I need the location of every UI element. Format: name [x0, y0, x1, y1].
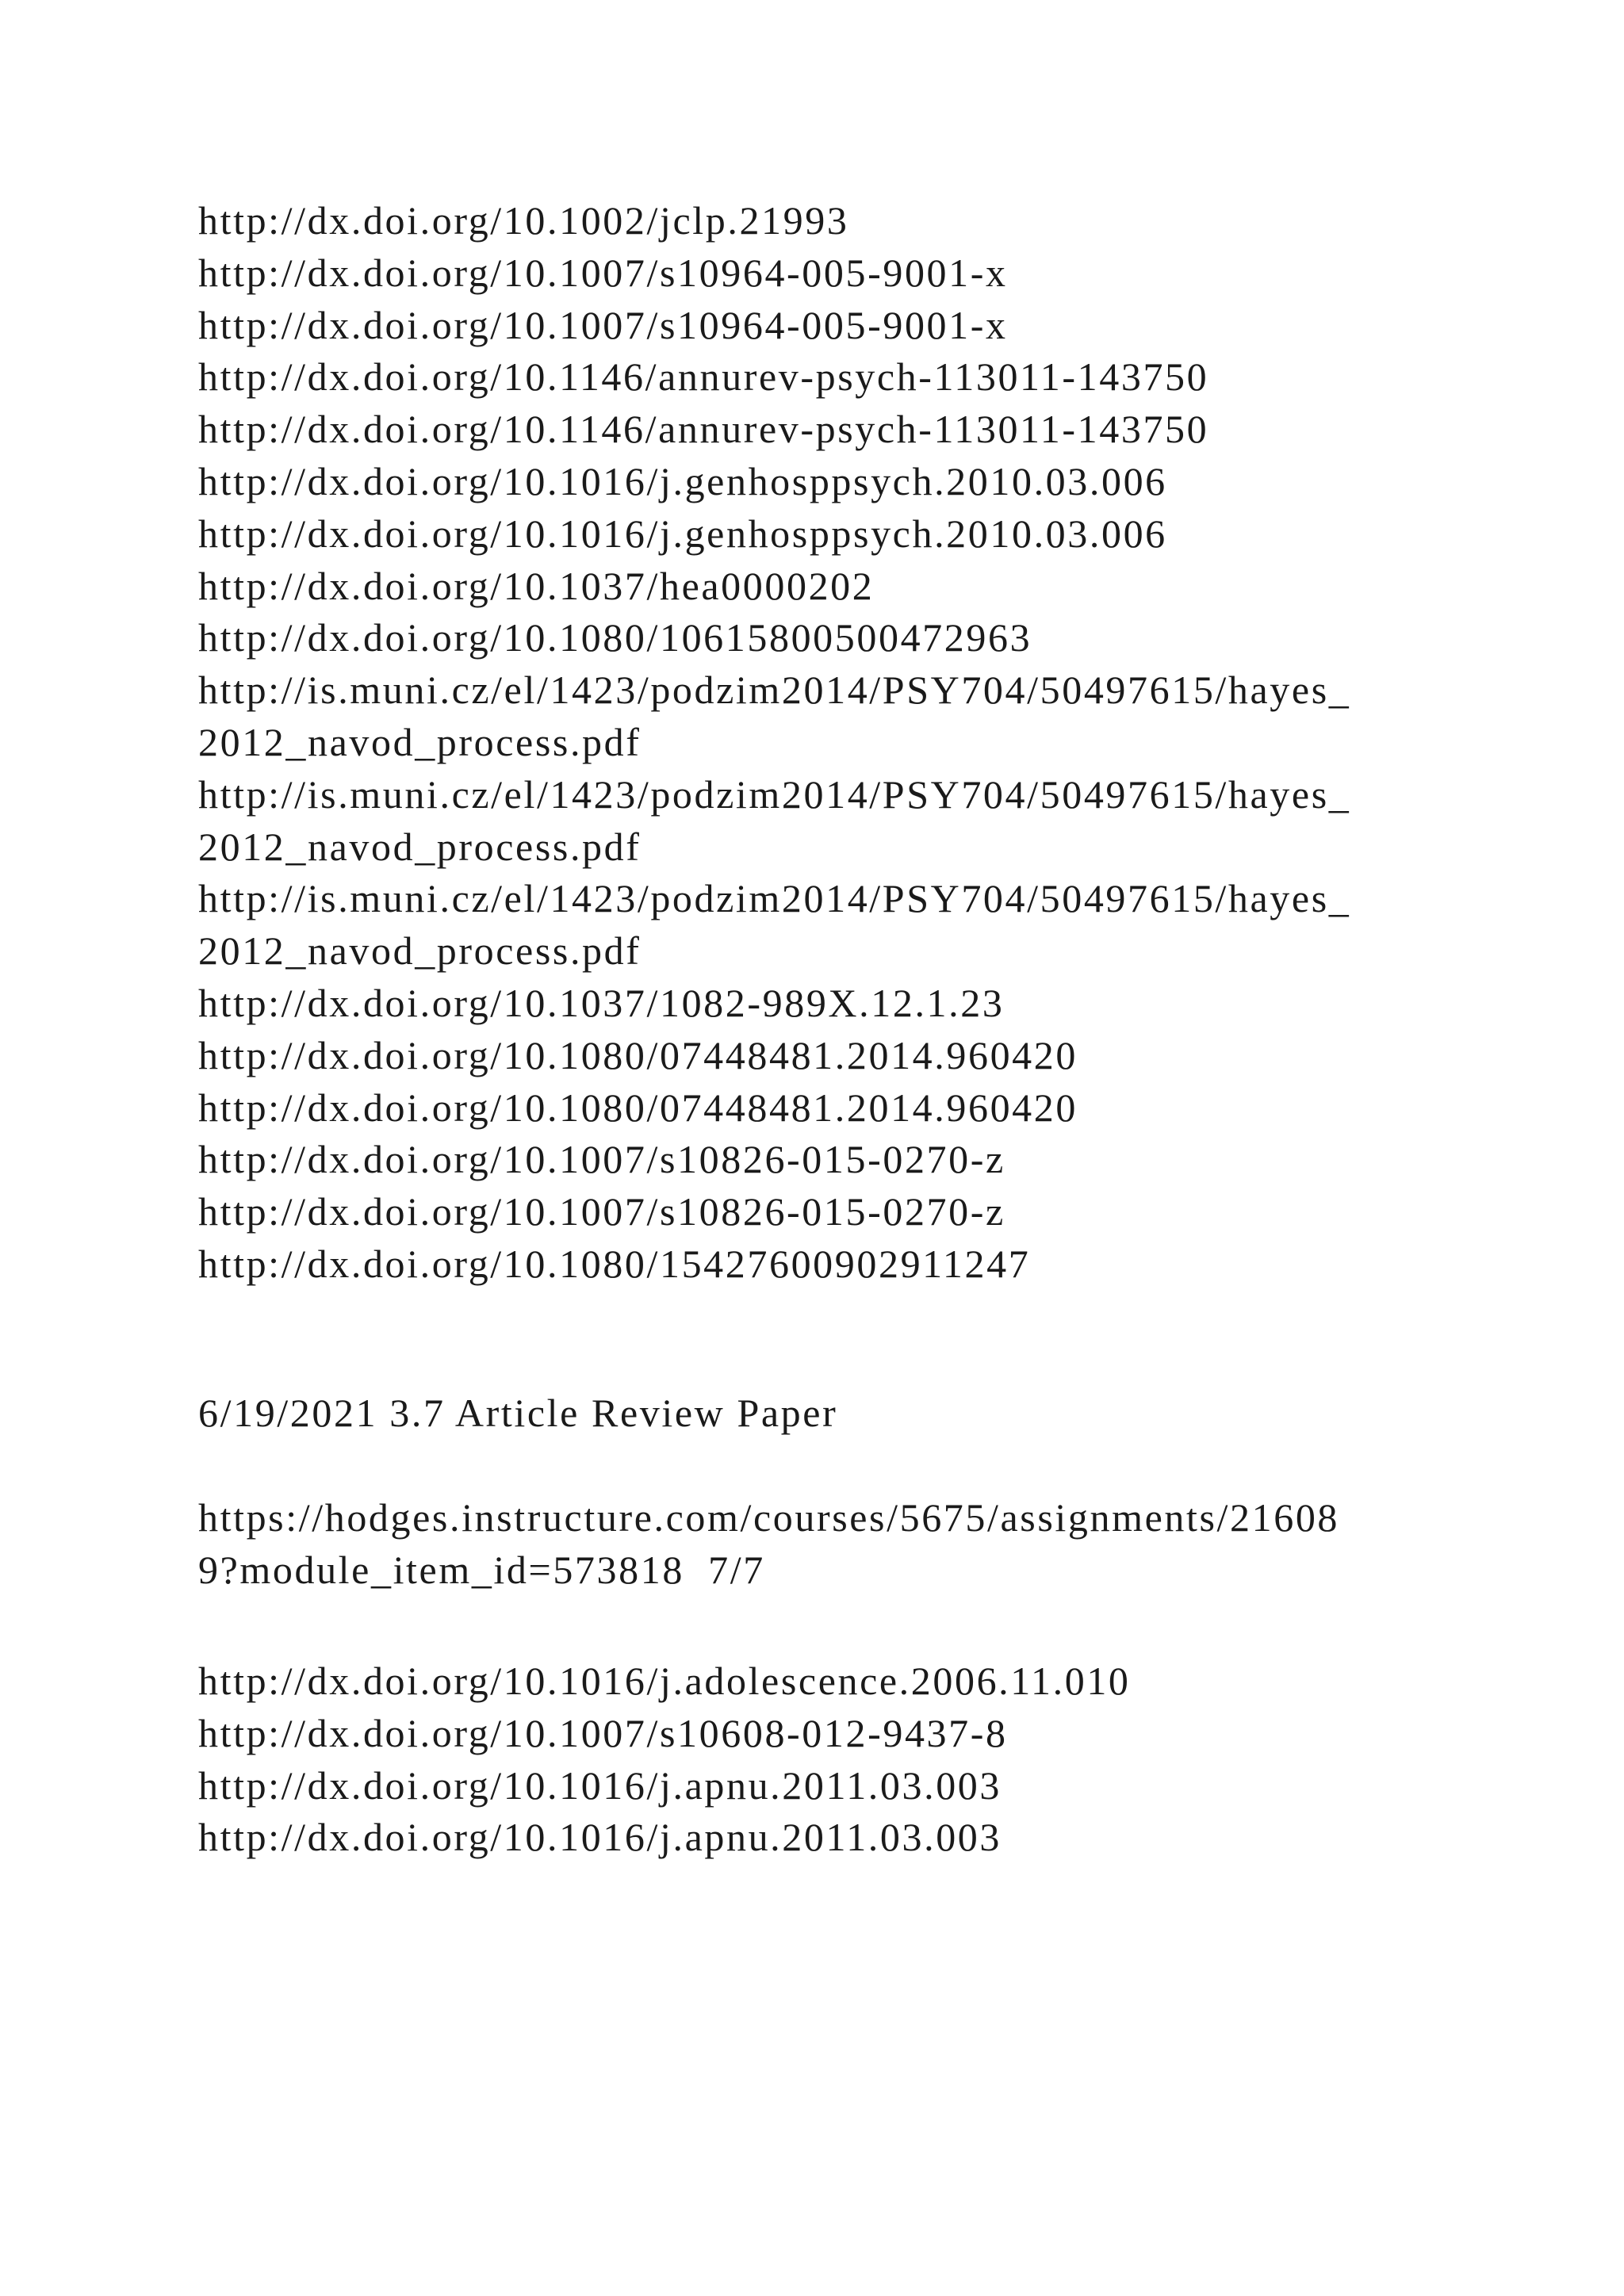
reference-line: http://dx.doi.org/10.1007/s10826-015-0270-z — [198, 1137, 1005, 1182]
page-footer — [198, 1387, 1435, 1596]
reference-line: http://dx.doi.org/10.1007/s10964-005-9001-x — [198, 250, 1008, 295]
reference-line: http://dx.doi.org/10.1080/15427600902911247 — [198, 1241, 1031, 1286]
reference-line: http://dx.doi.org/10.1080/07448481.2014.960420 — [198, 1032, 1078, 1077]
reference-line: http://dx.doi.org/10.1007/s10608-012-9437-8 — [198, 1710, 1008, 1755]
reference-line: http://dx.doi.org/10.1037/1082-989X.12.1.23 — [198, 980, 1005, 1025]
reference-line: 2012_navod_process.pdf — [198, 824, 642, 869]
reference-line: http://dx.doi.org/10.1016/j.adolescence.2006.11.010 — [198, 1659, 1131, 1703]
reference-line: 2012_navod_process.pdf — [198, 928, 642, 974]
reference-line: http://dx.doi.org/10.1016/j.genhosppsych.2010.03.006 — [198, 511, 1167, 556]
reference-line: http://dx.doi.org/10.1037/hea0000202 — [198, 563, 875, 608]
reference-line: http://dx.doi.org/10.1080/10615800500472963 — [198, 615, 1032, 660]
reference-list-bottom — [198, 1655, 1435, 1864]
reference-line: http://dx.doi.org/10.1146/annurev-psych-113011-143750 — [198, 354, 1209, 400]
reference-line: http://is.muni.cz/el/1423/podzim2014/PSY704/50497615/hayes_ — [198, 668, 1351, 713]
reference-line: http://dx.doi.org/10.1007/s10826-015-0270-z — [198, 1189, 1005, 1234]
reference-line: http://dx.doi.org/10.1016/j.genhosppsych.2010.03.006 — [198, 458, 1167, 503]
reference-line: http://dx.doi.org/10.1007/s10964-005-9001-x — [198, 302, 1008, 347]
footer-url-line: https://hodges.instructure.com/courses/5675/assignments/21608 — [198, 1494, 1340, 1540]
reference-line: 2012_navod_process.pdf — [198, 719, 642, 764]
reference-line: http://dx.doi.org/10.1016/j.apnu.2011.03.003 — [198, 1762, 1002, 1808]
reference-list-top — [198, 195, 1435, 1291]
footer-url-line: 9?module_item_id=573818 7/7 — [198, 1547, 765, 1592]
reference-line: http://is.muni.cz/el/1423/podzim2014/PSY704/50497615/hayes_ — [198, 771, 1351, 817]
reference-line: http://dx.doi.org/10.1146/annurev-psych-113011-143750 — [198, 407, 1209, 452]
reference-line: http://dx.doi.org/10.1002/jclp.21993 — [198, 198, 849, 243]
reference-line: http://dx.doi.org/10.1080/07448481.2014.960420 — [198, 1085, 1078, 1130]
footer-title: 6/19/2021 3.7 Article Review Paper — [198, 1391, 838, 1435]
reference-line: http://dx.doi.org/10.1016/j.apnu.2011.03.003 — [198, 1815, 1002, 1860]
reference-line: http://is.muni.cz/el/1423/podzim2014/PSY704/50497615/hayes_ — [198, 876, 1351, 921]
